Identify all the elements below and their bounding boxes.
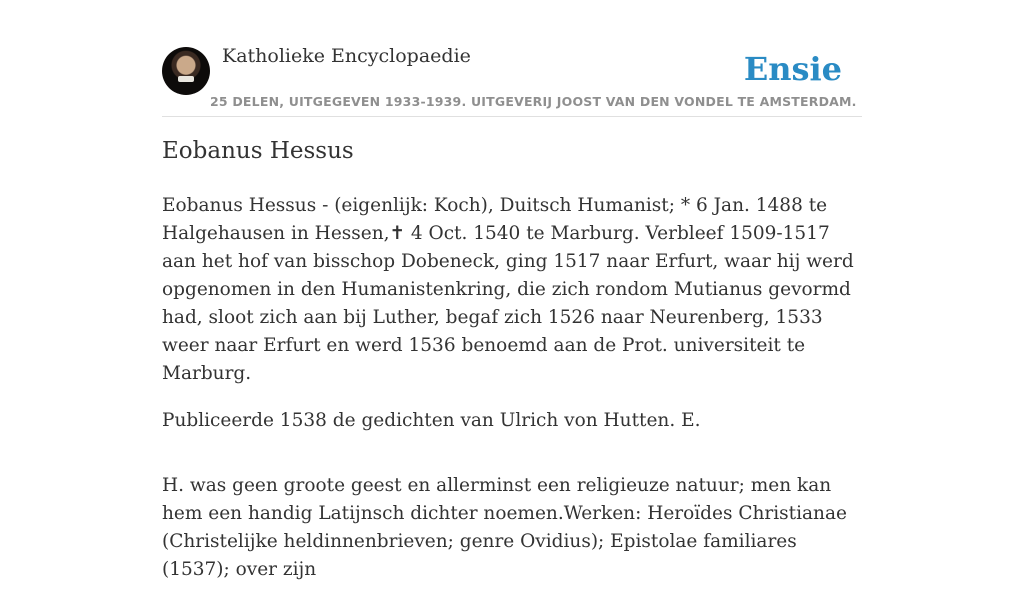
article-paragraph-1: Eobanus Hessus - (eigenlijk: Koch), Duitsch Humanist; * 6 Jan. 1488 te Halgehausen in Hessen,✝ 4 Oct. 1540 te Marburg. Verbleef 1509-1517 aan het hof van bisschop Dobeneck, ging 1517 naar Erfurt, waar hij werd opgenomen in den Humanistenkring, die zich rondom Mutianus gevormd had, sloot zich aan bij Luther, begaf zich 1526 naar Neurenberg, 1533 weer naar Erfurt en werd 1536 benoemd aan de Prot. universiteit te Marburg. bbox=[162, 195, 854, 384]
site-header bbox=[162, 0, 862, 117]
source-subtitle: 25 DELEN, UITGEGEVEN 1933-1939. UITGEVERIJ JOOST VAN DEN VONDEL TE AMSTERDAM. bbox=[210, 94, 857, 109]
article-paragraph-3: H. was geen groote geest en allerminst een religieuze natuur; men kan hem een handig Latijnsch dichter noemen.Werken: Heroïdes Christianae (Christelijke heldinnenbrieven; genre Ovidius); Epistolae familiares (1537); over zijn bbox=[162, 475, 847, 580]
ensie-logo-link[interactable]: Ensie bbox=[743, 50, 842, 88]
page bbox=[162, 0, 862, 580]
avatar-collar bbox=[178, 76, 194, 82]
portrait-avatar[interactable] bbox=[162, 47, 210, 95]
article-paragraph-2: Publiceerde 1538 de gedichten van Ulrich von Hutten. E. bbox=[162, 410, 701, 431]
article-title: Eobanus Hessus bbox=[162, 138, 354, 164]
site-title[interactable]: Katholieke Encyclopaedie bbox=[222, 45, 471, 67]
article-body bbox=[162, 192, 862, 603]
